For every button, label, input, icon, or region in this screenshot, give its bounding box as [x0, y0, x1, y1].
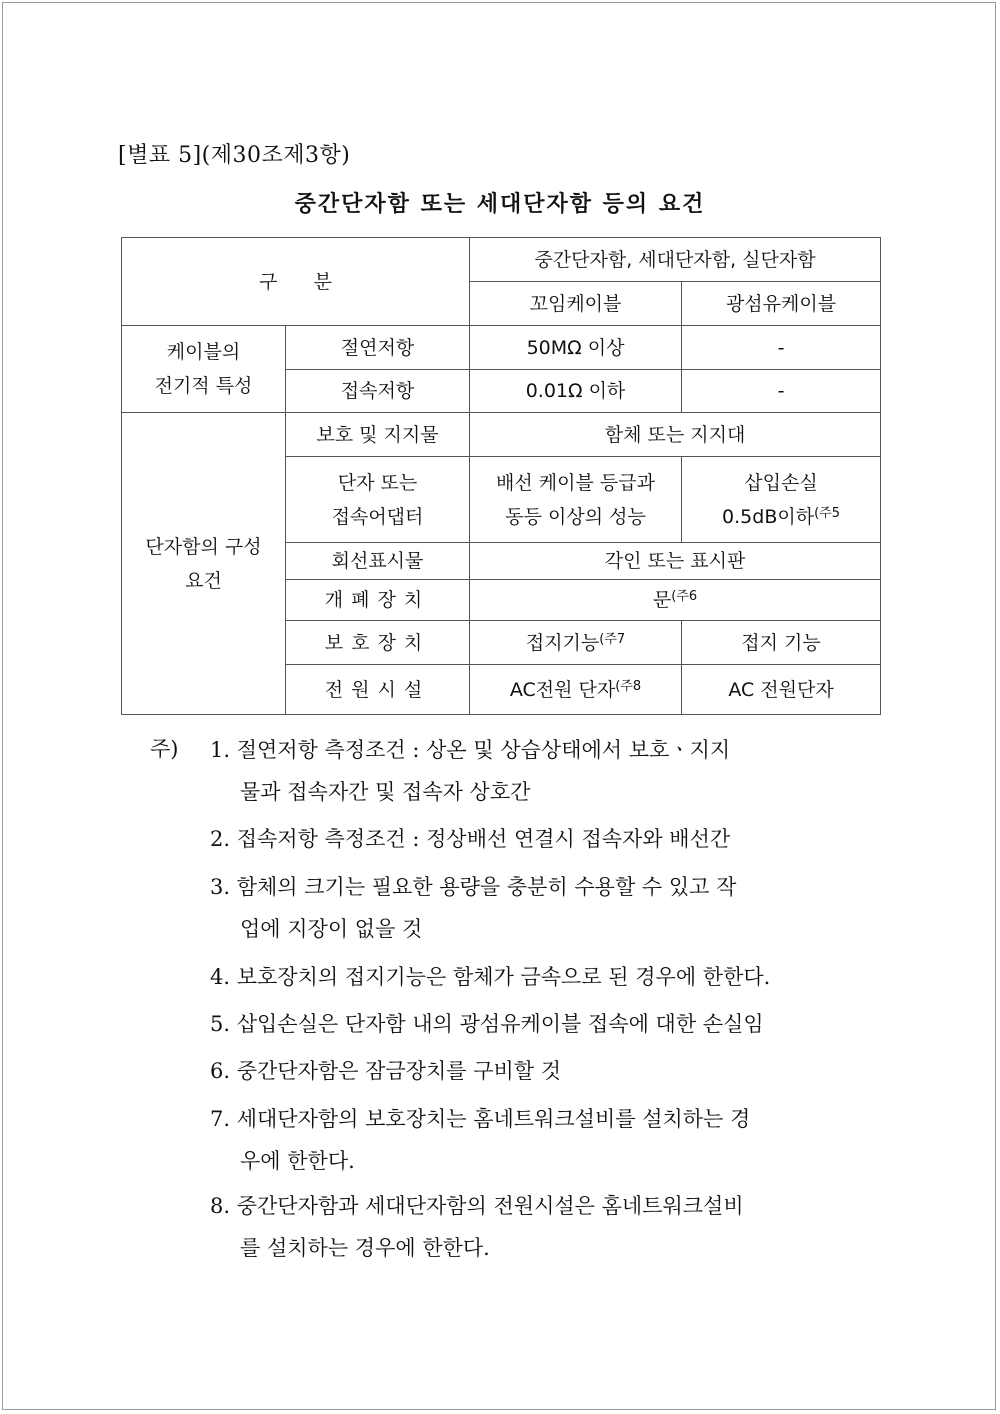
note-number: 4.	[210, 965, 231, 989]
note-item	[210, 729, 860, 813]
note-text: 함체의 크기는 필요한 용량을 충분히 수용할 수 있고 작	[236, 875, 737, 899]
note-item	[210, 1185, 860, 1269]
row-insulation-twisted: 50MΩ 이상	[470, 326, 682, 370]
note-item	[210, 818, 860, 860]
protection-twisted-text: 접지기능	[525, 631, 600, 654]
note-continuation: 우에 한한다.	[240, 1149, 355, 1173]
terminal-optical-text: 삽입손실 0.5dB이하	[722, 471, 818, 528]
note-number: 7.	[210, 1107, 231, 1131]
note-text: 접속저항 측정조건 : 정상배선 연결시 접속자와 배선간	[236, 827, 731, 851]
note-number: 5.	[210, 1012, 231, 1036]
requirements-table	[121, 237, 881, 715]
row-protection-label: 보호장치	[286, 621, 470, 665]
opening-value-text: 문	[652, 589, 672, 611]
group-electrical: 케이블의 전기적 특성	[122, 326, 286, 413]
header-category: 구 분	[122, 238, 470, 326]
header-twisted-cable: 꼬임케이블	[470, 282, 682, 326]
power-twisted-text: AC전원 단자	[509, 678, 616, 701]
row-opening-label: 개폐장치	[286, 580, 470, 621]
row-protection-twisted	[470, 621, 682, 665]
row-contact-optical: -	[682, 370, 881, 413]
row-power-label: 전원시설	[286, 665, 470, 715]
note-continuation: 를 설치하는 경우에 한한다.	[240, 1236, 490, 1260]
row-power-optical: AC 전원단자	[682, 665, 881, 715]
note-continuation: 업에 지장이 없을 것	[240, 917, 423, 941]
row-line-marker-label: 회선표시물	[286, 543, 470, 580]
row-power-twisted	[470, 665, 682, 715]
note-number: 8.	[210, 1194, 231, 1218]
note-ref-7: (주7	[599, 631, 626, 647]
note-number: 2.	[210, 827, 231, 851]
note-ref-5: (주5	[814, 505, 840, 521]
note-number: 1.	[210, 738, 231, 762]
note-ref-8: (주8	[615, 678, 642, 694]
row-protection-optical: 접지 기능	[682, 621, 881, 665]
row-terminal-optical	[682, 457, 881, 543]
note-text: 세대단자함의 보호장치는 홈네트워크설비를 설치하는 경	[236, 1107, 751, 1131]
row-support-label: 보호 및 지지물	[286, 413, 470, 457]
note-continuation: 물과 접속자간 및 접속자 상호간	[240, 780, 531, 804]
note-text: 중간단자함은 잠금장치를 구비할 것	[236, 1059, 562, 1083]
note-text: 보호장치의 접지기능은 함체가 금속으로 된 경우에 한한다.	[236, 965, 771, 989]
note-item	[210, 1050, 860, 1092]
note-number: 6.	[210, 1059, 231, 1083]
annex-header: [별표 5](제30조제3항)	[118, 143, 351, 168]
note-text: 삽입손실은 단자함 내의 광섬유케이블 접속에 대한 손실임	[236, 1012, 764, 1036]
row-terminal-label: 단자 또는 접속어댑터	[286, 457, 470, 543]
note-item	[210, 956, 860, 998]
row-support-value: 함체 또는 지지대	[470, 413, 881, 457]
header-group: 중간단자함, 세대단자함, 실단자함	[470, 238, 881, 282]
document-title: 중간단자함 또는 세대단자함 등의 요건	[294, 191, 706, 217]
note-item	[210, 866, 860, 950]
group-composition: 단자함의 구성 요건	[122, 413, 286, 715]
note-item	[210, 1098, 860, 1182]
header-optical-cable: 광섬유케이블	[682, 282, 881, 326]
note-item	[210, 1003, 860, 1045]
row-line-marker-value: 각인 또는 표시판	[470, 543, 881, 580]
note-ref-6: (주6	[671, 589, 698, 604]
notes-prefix: 주)	[150, 737, 179, 761]
row-opening-value	[470, 580, 881, 621]
row-terminal-twisted: 배선 케이블 등급과 동등 이상의 성능	[470, 457, 682, 543]
row-contact-twisted: 0.01Ω 이하	[470, 370, 682, 413]
note-number: 3.	[210, 875, 231, 899]
row-insulation-optical: -	[682, 326, 881, 370]
note-text: 중간단자함과 세대단자함의 전원시설은 홈네트워크설비	[236, 1194, 744, 1218]
note-text: 절연저항 측정조건 : 상온 및 상습상태에서 보호ㆍ지지	[236, 738, 731, 762]
row-insulation-label: 절연저항	[286, 326, 470, 370]
row-contact-label: 접속저항	[286, 370, 470, 413]
